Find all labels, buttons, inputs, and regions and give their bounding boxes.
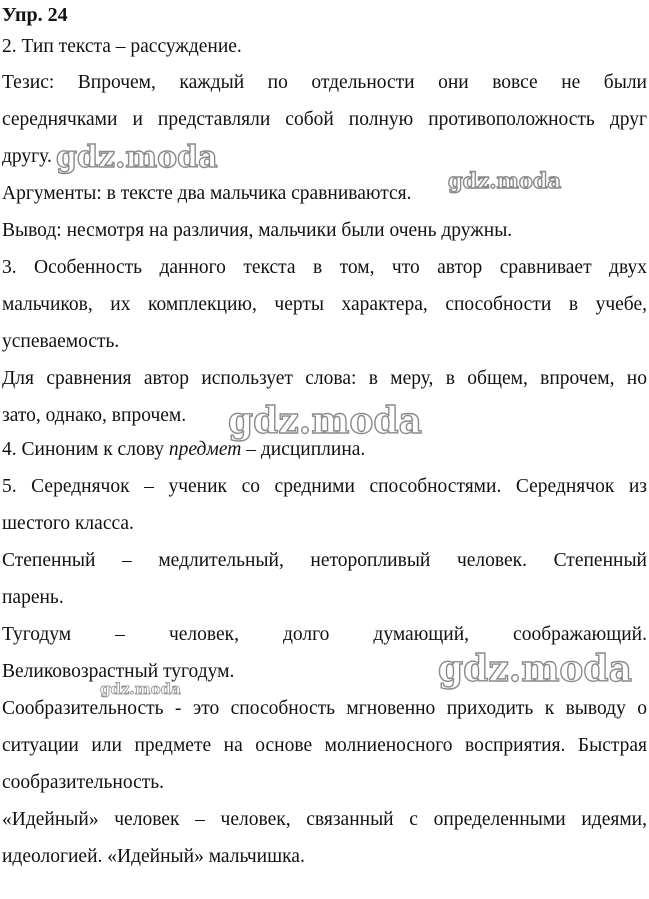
text-line-synonym: 4. Синоним к слову предмет – дисциплина. [2,439,366,460]
text-line-compare-1: Для сравнения автор использует слова: в меру, в общем, впрочем, но [2,368,647,389]
text-line-term1-1: 5. Середнячок – ученик со средними способностями. Середнячок из [2,476,647,497]
watermark: gdz.moda [448,168,562,193]
watermark: gdz.moda [100,680,181,698]
watermark: gdz.moda [56,140,218,175]
text-line-term4-1: Сообразительность - это способность мгновенно приходить к выводу о [2,698,647,719]
text-line-term1-2: шестого класса. [2,513,134,534]
text-line-term4-2: ситуации или предмете на основе молниеносного восприятия. Быстрая [2,735,647,756]
text-line-thesis-2: середнячками и представляли собой полную противоположность друг [2,109,647,130]
text-line-thesis-3: другу. [2,146,52,167]
text-line-compare-2: зато, однако, впрочем. [2,405,187,426]
text-line-conclusion: Вывод: несмотря на различия, мальчики были очень дружны. [2,220,513,241]
text-line-term2-2: парень. [2,587,64,608]
text-line-feature-1: 3. Особенность данного текста в том, что автор сравнивает двух [2,257,647,278]
text-line-term2-1: Степенный – медлительный, неторопливый человек. Степенный [2,550,647,571]
text-line-feature-3: успеваемость. [2,331,120,352]
exercise-title: Упр. 24 [2,4,68,26]
text-line-type: 2. Тип текста – рассуждение. [2,36,242,57]
text-line-term5-2: идеологией. «Идейный» мальчишка. [2,846,305,867]
text-line-term4-3: сообразительность. [2,772,165,793]
watermark: gdz.moda [228,400,422,442]
text-line-arguments: Аргументы: в тексте два мальчика сравниваются. [2,183,412,204]
text-line-term5-1: «Идейный» человек – человек, связанный с определенными идеями, [2,809,647,830]
text-line-term3-2: Великовозрастный тугодум. [2,661,235,682]
text-line-thesis-1: Тезис: Впрочем, каждый по отдельности они вовсе не были [2,72,647,93]
text-line-feature-2: мальчиков, их комплекцию, черты характера, способности в учебе, [2,294,647,315]
text-line-term3-1: Тугодум – человек, долго думающий, соображающий. [2,624,647,645]
watermark: gdz.moda [438,648,632,690]
